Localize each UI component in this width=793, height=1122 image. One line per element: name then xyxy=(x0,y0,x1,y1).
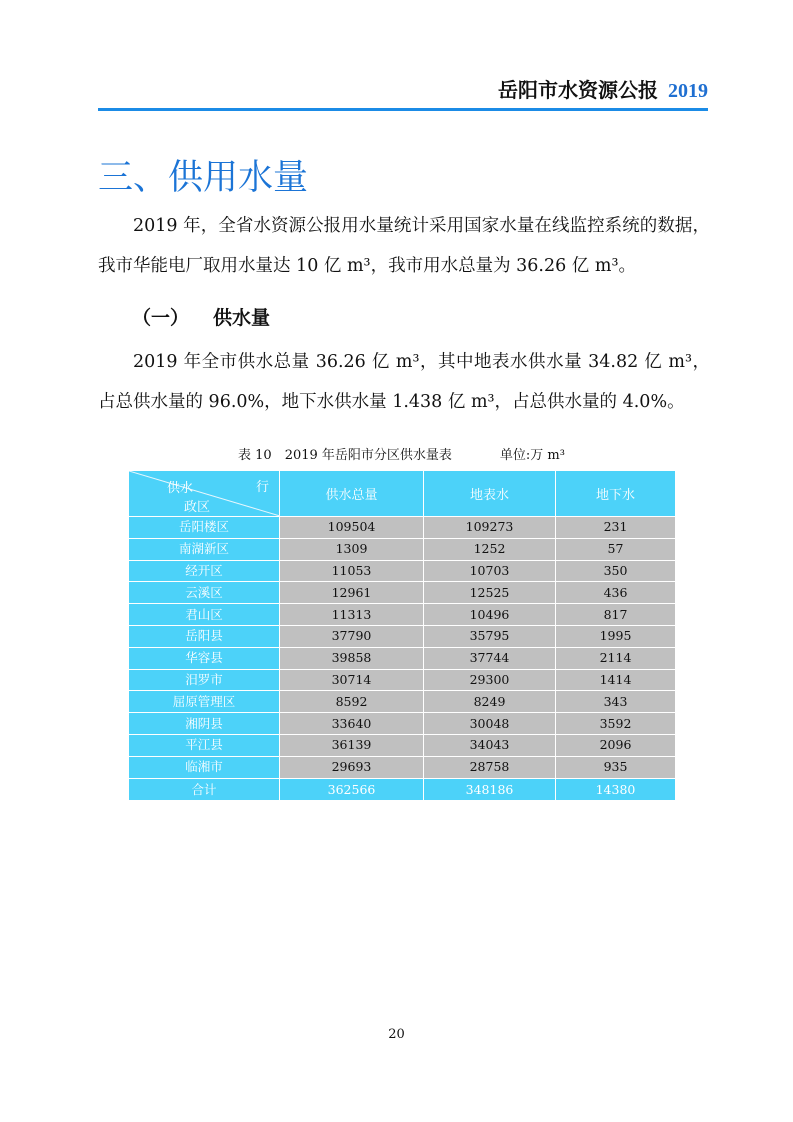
report-title: 岳阳市水资源公报 xyxy=(498,78,658,102)
ground-cell: 231 xyxy=(556,517,676,539)
surface-cell: 10703 xyxy=(424,560,556,582)
report-year: 2019 xyxy=(668,80,708,102)
total-cell: 11053 xyxy=(280,560,424,582)
subsection-title: 供水量 xyxy=(213,307,271,329)
table-total-row xyxy=(129,778,676,800)
subsection-heading xyxy=(132,303,270,330)
page-header xyxy=(98,74,708,103)
ground-cell: 2096 xyxy=(556,734,676,756)
surface-cell: 1252 xyxy=(424,538,556,560)
region-cell: 临湘市 xyxy=(129,756,280,778)
page-number: 20 xyxy=(388,1027,405,1042)
total-row-total: 362566 xyxy=(280,778,424,800)
supply-table xyxy=(128,470,676,801)
table-unit: 单位:万 m³ xyxy=(499,448,565,463)
total-cell: 37790 xyxy=(280,625,424,647)
region-cell: 华容县 xyxy=(129,647,280,669)
table-row xyxy=(129,691,676,713)
surface-cell: 8249 xyxy=(424,691,556,713)
corner-label-district: 政区 xyxy=(184,500,211,515)
supply-text: 2019 年全市供水总量 36.26 亿 m³，其中地表水供水量 34.82 亿 m³，占总供水量的 96.0%，地下水供水量 1.438 亿 m³，占总供水量的 4.0%。 xyxy=(98,352,710,412)
total-cell: 12961 xyxy=(280,582,424,604)
region-cell: 君山区 xyxy=(129,604,280,626)
total-cell: 11313 xyxy=(280,604,424,626)
ground-cell: 436 xyxy=(556,582,676,604)
region-cell: 岳阳楼区 xyxy=(129,517,280,539)
surface-cell: 28758 xyxy=(424,756,556,778)
table-row xyxy=(129,669,676,691)
region-cell: 岳阳县 xyxy=(129,625,280,647)
table-row xyxy=(129,604,676,626)
region-cell: 南湖新区 xyxy=(129,538,280,560)
section-title: 三、供用水量 xyxy=(98,158,309,198)
table-caption xyxy=(128,444,675,463)
corner-label-row: 行 xyxy=(255,480,269,495)
column-header-total: 供水总量 xyxy=(280,471,424,517)
total-row-label: 合计 xyxy=(129,778,280,800)
region-cell: 屈原管理区 xyxy=(129,691,280,713)
header-divider xyxy=(98,108,708,111)
ground-cell: 2114 xyxy=(556,647,676,669)
supply-paragraph xyxy=(98,342,710,422)
total-cell: 39858 xyxy=(280,647,424,669)
total-cell: 30714 xyxy=(280,669,424,691)
total-row-surface: 348186 xyxy=(424,778,556,800)
column-header-surface: 地表水 xyxy=(424,471,556,517)
table-caption-text: 表 10 2019 年岳阳市分区供水量表 xyxy=(238,448,452,463)
ground-cell: 57 xyxy=(556,538,676,560)
region-cell: 平江县 xyxy=(129,734,280,756)
surface-cell: 35795 xyxy=(424,625,556,647)
region-cell: 经开区 xyxy=(129,560,280,582)
table-row xyxy=(129,756,676,778)
region-cell: 云溪区 xyxy=(129,582,280,604)
surface-cell: 29300 xyxy=(424,669,556,691)
ground-cell: 1414 xyxy=(556,669,676,691)
table-row xyxy=(129,734,676,756)
corner-label-supply: 供水 xyxy=(167,481,194,496)
ground-cell: 350 xyxy=(556,560,676,582)
region-cell: 汨罗市 xyxy=(129,669,280,691)
total-cell: 29693 xyxy=(280,756,424,778)
table-body xyxy=(129,517,676,779)
ground-cell: 1995 xyxy=(556,625,676,647)
surface-cell: 12525 xyxy=(424,582,556,604)
subsection-number: （一） xyxy=(132,307,190,329)
surface-cell: 30048 xyxy=(424,713,556,735)
table-row xyxy=(129,582,676,604)
surface-cell: 37744 xyxy=(424,647,556,669)
ground-cell: 3592 xyxy=(556,713,676,735)
surface-cell: 10496 xyxy=(424,604,556,626)
region-cell: 湘阴县 xyxy=(129,713,280,735)
table-row xyxy=(129,625,676,647)
table-row xyxy=(129,538,676,560)
ground-cell: 817 xyxy=(556,604,676,626)
intro-text: 2019 年，全省水资源公报用水量统计采用国家水量在线监控系统的数据，我市华能电厂取用水量达 10 亿 m³，我市用水总量为 36.26 亿 m³。 xyxy=(98,216,710,276)
total-cell: 36139 xyxy=(280,734,424,756)
table-row xyxy=(129,647,676,669)
total-cell: 1309 xyxy=(280,538,424,560)
surface-cell: 109273 xyxy=(424,517,556,539)
surface-cell: 34043 xyxy=(424,734,556,756)
table-row xyxy=(129,517,676,539)
corner-header-cell xyxy=(129,471,280,517)
total-cell: 109504 xyxy=(280,517,424,539)
total-row-ground: 14380 xyxy=(556,778,676,800)
total-cell: 33640 xyxy=(280,713,424,735)
intro-paragraph xyxy=(98,206,710,286)
table-row xyxy=(129,713,676,735)
table-row xyxy=(129,560,676,582)
ground-cell: 343 xyxy=(556,691,676,713)
column-header-ground: 地下水 xyxy=(556,471,676,517)
total-cell: 8592 xyxy=(280,691,424,713)
ground-cell: 935 xyxy=(556,756,676,778)
table-header-row xyxy=(129,471,676,517)
